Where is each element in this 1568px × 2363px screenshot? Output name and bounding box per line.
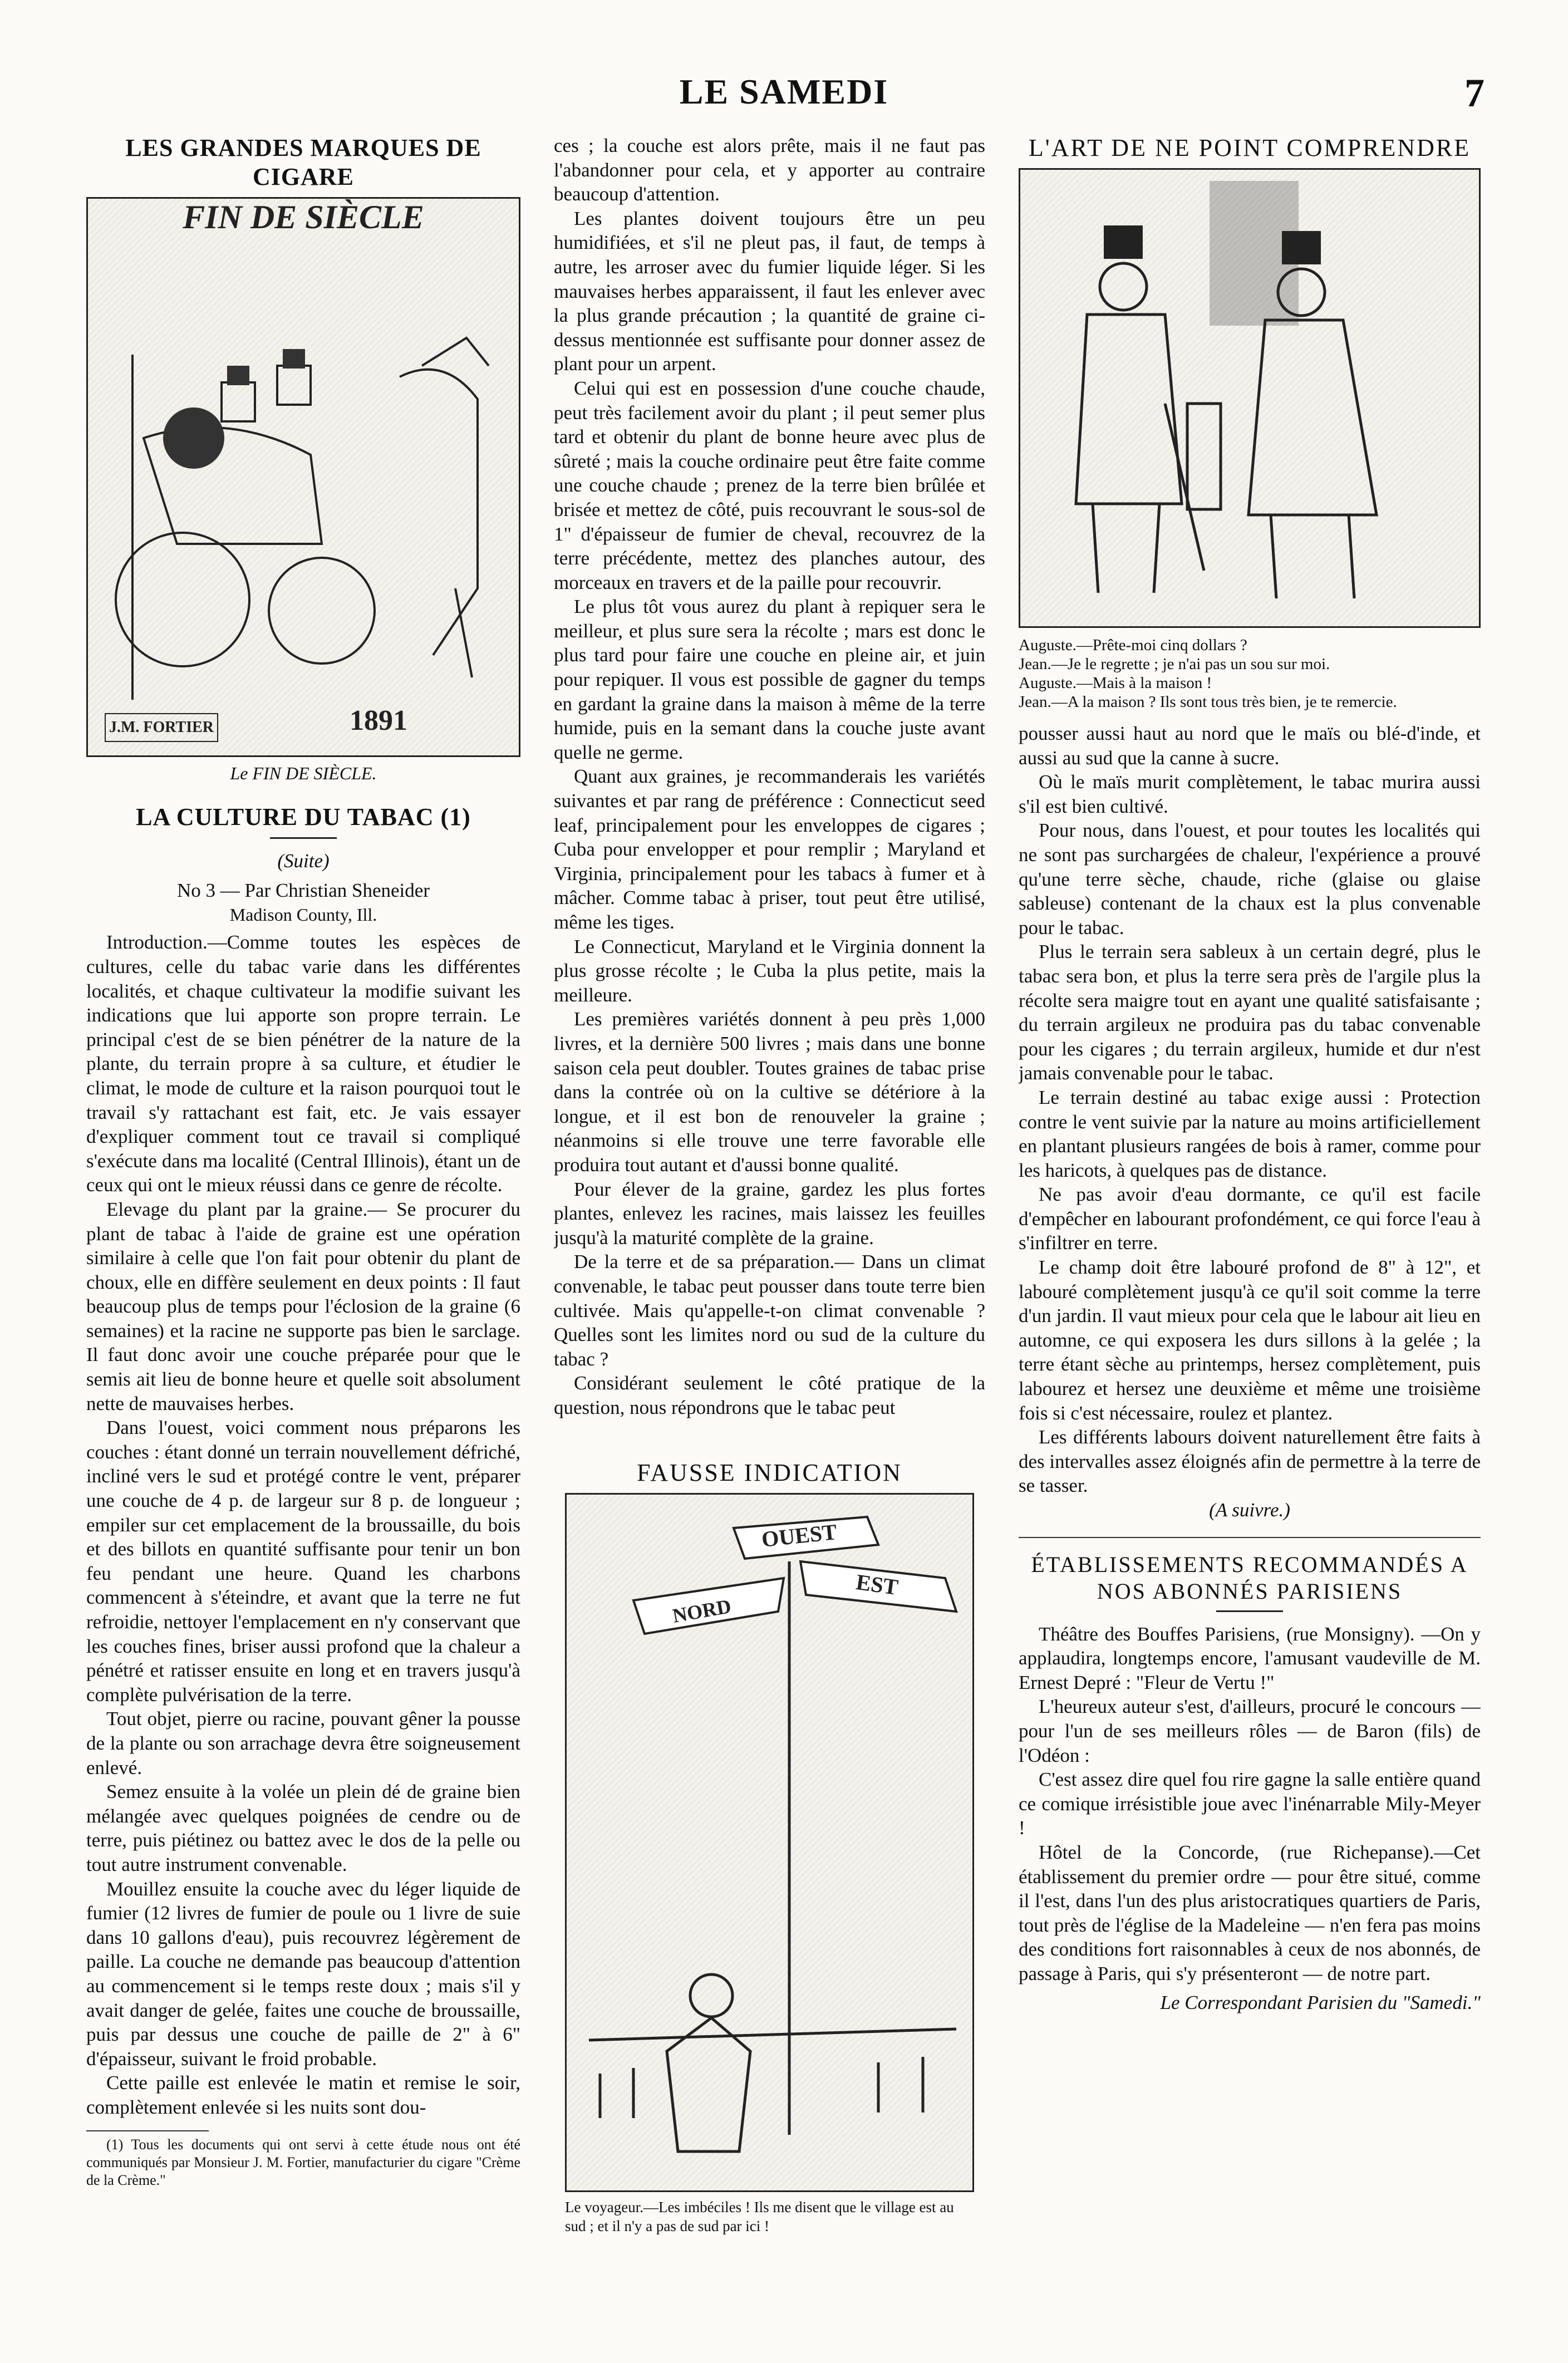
gentlemen-drawing (1020, 170, 1479, 626)
article-paragraph: Pour nous, dans l'ouest, et pour toutes les localités qui ne sont pas surchargées de chaleur, l'expérience a prouvé qu'une terre sèche, chaude, riche (glaise ou glaise sableuse) contenant de la chaux est la plus convenable pour le tabac. (1019, 819, 1481, 939)
dialog-line: Jean.—A la maison ? Ils sont tous très bien, je te remercie. (1019, 693, 1397, 711)
carriage-scene-drawing (88, 199, 519, 755)
cartoon-title: L'ART DE NE POINT COMPRENDRE (1028, 134, 1471, 161)
sign-est: EST (854, 1569, 900, 1600)
suite-label: (Suite) (277, 849, 330, 872)
article-title: LA CULTURE DU TABAC (1) (136, 803, 471, 831)
article-paragraph: Mouillez ensuite la couche avec du léger liquide de fumier (12 livres de fumier de poule ou 1 livre de suie dans 10 gallons d'eau), puis recouvrez légèrement de paille. La couche ne demande pas beaucoup d'attention au commencement si le temps reste doux ; mais s'il y avait danger de gelée, faites une couche de broussaille, puis par dessus une couche de paille de 2" à 6" d'épaisseur, suivant le froid probable. (86, 1878, 520, 2070)
article-paragraph: Les différents labours doivent naturellement être faits à des intervalles assez éloignés afin de permettre à la terre de se tasser. (1019, 1426, 1481, 1497)
section-title: ÉTABLISSEMENTS RECOMMANDÉS A NOS ABONNÉS PARISIENS (1031, 1551, 1468, 1604)
cigar-ad-caption: Le FIN DE SIÈCLE. (230, 763, 377, 783)
article-paragraph: Le plus tôt vous aurez du plant à repiquer sera le meilleur, et plus sure sera la récolte ; mars est donc le plus tard pour faire une couche en pleine air, et juin pour repiquer. Il vous est possible de gagner du temps en gardant la graine dans la maison à même de la terre humide, puis en la semant dans la couche juste avant quelle ne germe. (554, 596, 985, 763)
article-paragraph: Les plantes doivent toujours être un peu humidifiées, et s'il ne pleut pas, il faut, de temps à autre, les arroser avec du fumier liquide léger. Si les mauvaises herbes apparaissent, il faut les enlever avec la plus grande précaution ; la quantité de graine ci-dessus mentionnée est suffisante pour donner assez de plant pour un arpent. (554, 207, 985, 375)
article-paragraph: Le terrain destiné au tabac exige aussi : Protection contre le vent suivie par la nature au moins artificiellement en plantant plusieurs rangées de bois à ramer, comme pour les haricots, à quelques pas de distance. (1019, 1086, 1481, 1181)
article-paragraph: Introduction.—Comme toutes les espèces de cultures, celle du tabac varie dans les différentes localités, et chaque cultivateur la modifie suivant les indications que lui apporte son propre terrain. Le principal c'est de se bien pénétrer de la nature de la plante, du terrain propre à sa culture, et étudier le climat, le mode de culture et la raison pourquoi tout le travail s'y rattachant est fait, etc. Je vais essayer d'expliquer comment tout ce travail si compliqué s'exécute dans ma localité (Central Illinois), étant un de ceux qui ont le mieux réussi dans ce genre de récolte. (86, 931, 520, 1196)
masthead: LE SAMEDI (679, 72, 889, 111)
section-separator (1019, 1537, 1481, 1538)
article-paragraph: Tout objet, pierre ou racine, pouvant gêner la pousse de la plante ou son arrachage devra être soigneusement enlevé. (86, 1708, 520, 1779)
column-1 (86, 134, 520, 2299)
article-paragraph: Le champ doit être labouré profond de 8" à 12", et labouré complètement jusqu'à ce qu'il soit comme la terre d'un jardin. Il vaut mieux pour cela que le labour ait lieu en automne, ce qui exposera les durs sillons à la gelée ; la terre étant sèche au printemps, hersez complètement, puis labourez et hersez une deuxième et même une troisième fois si c'est nécessaire, roulez et plantez. (1019, 1256, 1481, 1424)
article-paragraph: Le Connecticut, Maryland et le Virginia donnent la plus grosse récolte ; le Cuba la plus petite, mais la meilleure. (554, 935, 985, 1006)
article-location: Madison County, Ill. (229, 904, 377, 925)
illustration-signature: J.M. FORTIER (105, 713, 218, 742)
article-paragraph: Où le maïs murit complètement, le tabac murira aussi s'il est bien cultivé. (1019, 771, 1481, 817)
article-paragraph: Semez ensuite à la volée un plein dé de graine bien mélangée avec quelques poignées de cendre ou de terre, puis piétinez ou battez avec le dos de la pelle ou tout autre instrument convenable. (86, 1781, 520, 1875)
cigar-illustration (86, 197, 520, 757)
article-paragraph: Ne pas avoir d'eau dormante, ce qu'il est facile d'empêcher en labourant profondément, ce qui force l'eau à s'infiltrer en terre. (1019, 1183, 1481, 1254)
article-byline: No 3 — Par Christian Sheneider (177, 880, 430, 902)
article-paragraph: Celui qui est en possession d'une couche chaude, peut très facilement avoir du plant ; il peut semer plus tard et obtenir du plant de bonne heure avec plus de sûreté ; mais la couche ordinaire peut être faite comme une couche chaude ; prenez de la terre bien brûlée et brisée et mettez de côté, puis recouvrant le sous-sol de 1" d'épaisseur de fumier de cheval, recouvrez de la terre précédente, mettez des planches autour, des morceaux en travers et de la paille pour recouvrir. (554, 377, 985, 593)
article-paragraph: Dans l'ouest, voici comment nous préparons les couches : étant donné un terrain nouvellement défriché, incliné vers le sud et protégé contre le vent, préparer une couche de 4 p. de largeur sur 8 p. de longueur ; empiler sur cet emplacement de la broussaille, du bois et des billots en quantité suffisante pour tenir un bon feu pendant une heure. Quand les charbons commencent à s'éteindre, et avant que la terre ne fut refroidie, nettoyer l'emplacement en n'y conservant que les couches fines, briser aussi profond que la chaleur a pénétré et ratisser ensuite en long et en travers jusqu'à complète pulvérisation de la terre. (86, 1417, 520, 1706)
dialog-line: Auguste.—Mais à la maison ! (1019, 674, 1212, 692)
section-paragraph: C'est assez dire quel fou rire gagne la salle entière quand ce comique irrésistible joue avec l'inénarrable Mily-Meyer ! (1019, 1768, 1481, 1839)
article-paragraph: De la terre et de sa préparation.— Dans un climat convenable, le tabac peut pousser dans toute terre bien cultivée. Mais qu'appelle-t-on climat convenable ? Quelles sont les limites nord ou sud de la culture du tabac ? (554, 1251, 985, 1370)
footnote-rule (86, 2130, 209, 2131)
a-suivre: (A suivre.) (1209, 1499, 1290, 1521)
title-rule (1216, 1610, 1283, 1612)
article-paragraph: Quant aux graines, je recommanderais les variétés suivantes et par rang de préférence : Connecticut seed leaf, principalement pour les enveloppes de cigares ; Cuba pour envelopper et pour remplir ; Maryland et Virginia, principalement pour les tabacs à fumer et à mâcher. Comme tabac à priser, tout peut être utilisé, même les tiges. (554, 765, 985, 933)
signpost-caption: Le voyageur.—Les imbéciles ! Ils me disent que le village est au sud ; et il n'y a pas de sud par ici ! (565, 2199, 954, 2235)
column-2 (554, 134, 985, 2299)
page-header (0, 66, 1568, 127)
title-rule (270, 837, 337, 839)
section-paragraph: L'heureux auteur s'est, d'ailleurs, procuré le concours — pour l'un de ses meilleurs rôles — de Baron (fils) de l'Odéon : (1019, 1696, 1481, 1766)
page-number: 7 (1464, 71, 1485, 115)
two-gentlemen-illustration (1019, 168, 1481, 628)
dialog-line: Jean.—Je le regrette ; je n'ai pas un sou sur moi. (1019, 655, 1330, 673)
cartoon-title: FAUSSE INDICATION (637, 1459, 902, 1487)
article-paragraph: Elevage du plant par la graine.— Se procurer du plant de tabac à l'aide de graine est une opération similaire à celle que l'on fait pour obtenir du plant de choux, elle en diffère seulement en deux points : Il faut beaucoup plus de temps pour l'éclosion de la graine (6 semaines) et la racine ne supporte pas bien le sarclage. Il faut donc avoir une couche préparée pour que le semis ait lieu de bonne heure et quelle soit absolument nette de mauvaises herbes. (86, 1198, 520, 1414)
article-paragraph: ces ; la couche est alors prête, mais il ne faut pas l'abandonner pour cela, et y apporter au contraire beaucoup d'attention. (554, 135, 985, 205)
article-paragraph: Pour élever de la graine, gardez les plus fortes plantes, enlevez les racines, mais laissez les feuilles jusqu'à la maturité complète de la graine. (554, 1178, 985, 1249)
section-paragraph: Hôtel de la Concorde, (rue Richepanse).—Cet établissement du premier ordre — pour être situé, comme il l'est, dans l'un des plus aristocratiques quartiers de Paris, tout près de l'église de la Madeleine — n'en fera pas moins des conditions fort raisonnables à ceux de nos abonnés, de passage à Paris, qui s'y présenteront — de notre part. (1019, 1841, 1481, 1984)
article-paragraph: Considérant seulement le côté pratique de la question, nous répondrons que le tabac peut (554, 1372, 985, 1418)
article-paragraph: Cette paille est enlevée le matin et remise le soir, complètement enlevée si les nuits sont dou- (86, 2072, 520, 2118)
article-paragraph: Plus le terrain sera sableux à un certain degré, plus le tabac sera bon, et plus la terre sera près de l'argile plus la récolte sera maigre tout en ayant une qualité satisfaisante ; du terrain argileux ne produira pas du tabac convenable pour les cigares ; du terrain argileux, humide et dur n'est jamais convenable pour le tabac. (1019, 941, 1481, 1084)
section-paragraph: Théâtre des Bouffes Parisiens, (rue Monsigny). —On y applaudira, longtemps encore, l'amusant vaudeville de M. Ernest Depré : "Fleur de Vertu !" (1019, 1623, 1481, 1693)
cartoon-dialog (1019, 636, 1481, 711)
dialog-line: Auguste.—Prête-moi cinq dollars ? (1019, 636, 1247, 654)
cigar-ad-title: LES GRANDES MARQUES DE CIGARE (125, 134, 481, 190)
signpost-illustration (565, 1493, 974, 2192)
sign-nord: NORD (671, 1595, 733, 1628)
sign-ouest: OUEST (760, 1519, 838, 1553)
column-3 (1019, 134, 1481, 2299)
section-signature: Le Correspondant Parisien du "Samedi." (1160, 1991, 1481, 2013)
illustration-year: 1891 (350, 705, 407, 737)
article-paragraph: pousser aussi haut au nord que le maïs ou blé-d'inde, et aussi au sud que la canne à sucre. (1019, 723, 1481, 769)
signpost-drawing (567, 1495, 972, 2190)
illustration-heading: FIN DE SIÈCLE (183, 199, 424, 235)
article-paragraph: Les premières variétés donnent à peu près 1,000 livres, et la dernière 500 livres ; mais dans une bonne saison cela peut doubler. Toutes graines de tabac prise dans la contrée où on la cultive se détériore à la longue, et il est bon de renouveler la graine ; néanmoins si elle trouve une terre favorable elle produira tout autant et d'aussi bonne qualité. (554, 1008, 985, 1176)
footnote: (1) Tous les documents qui ont servi à cette étude nous ont été communiqués par Monsieur J. M. Fortier, manufacturier du cigare "Crème de la Crème." (86, 2136, 520, 2189)
